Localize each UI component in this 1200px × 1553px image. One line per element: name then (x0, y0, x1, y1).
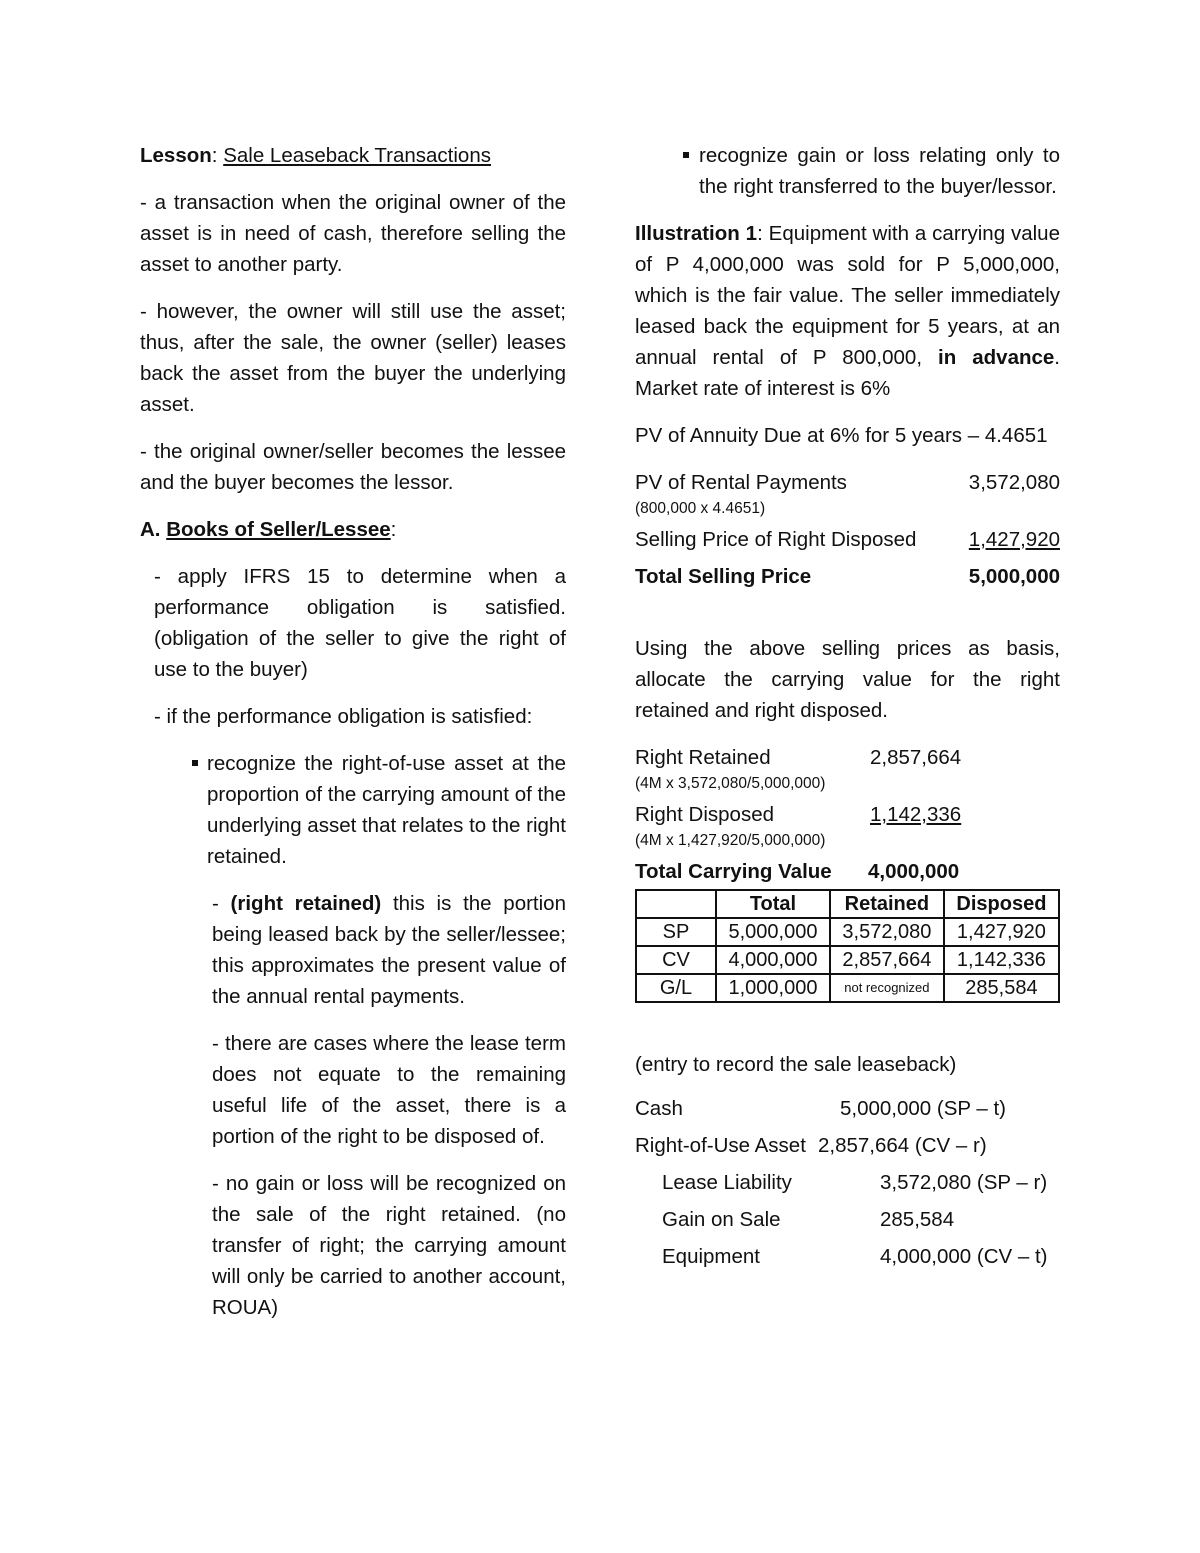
sub-right-retained: - (right retained) this is the portion being leased back by the seller/lessee; this approximates the present value of the annual rental payments. (212, 892, 566, 1008)
pv-rental-value: 3,572,080 (968, 471, 1060, 494)
bullet-text: recognize the right-of-use asset at the proportion of the carrying amount of the underlying asset that relates to the right retained. (207, 752, 566, 868)
illustration-label: Illustration 1 (635, 222, 758, 245)
table-cell: 1,000,000 (716, 974, 830, 1002)
table-cell: 3,572,080 (830, 918, 944, 946)
lesson-heading: Lesson: Sale Leaseback Transactions (140, 144, 491, 167)
disposed-value: 1,142,336 (870, 803, 962, 826)
total-cv-label: Total Carrying Value (635, 860, 832, 883)
square-bullet-icon (192, 760, 198, 766)
journal-entry-credit (635, 1241, 1060, 1272)
total-sp-label: Total Selling Price (635, 565, 812, 588)
pv-rental-row (635, 467, 1060, 498)
journal-entry-debit (635, 1093, 1060, 1124)
illustration-end: . Market rate of interest is 6% (635, 346, 1060, 400)
table-header-cell: Total (716, 890, 830, 918)
right-column (635, 140, 1060, 1272)
retained-label: Right Retained (635, 746, 771, 769)
total-cv-value: 4,000,000 (868, 860, 960, 883)
entry-amount: 3,572,080 (SP – r) (880, 1171, 1048, 1194)
illustration-paragraph (635, 218, 1060, 404)
table-row (636, 918, 1059, 946)
right-retained-text: this is the portion being leased back by the seller/lessee; this approximates the present value of the annual rental payments. (212, 892, 566, 1008)
pv-rental-note: (800,000 x 4.4651) (635, 500, 766, 517)
allocation-table (635, 889, 1060, 1003)
pv-rental-label: PV of Rental Payments (635, 471, 847, 494)
paragraph-obligation-satisfied: - if the performance obligation is satisfied: (154, 705, 533, 728)
paragraph-owner-use: - however, the owner will still use the asset; thus, after the sale, the owner (seller) leases back the asset from the buyer the underlying asset. (140, 300, 566, 416)
entry-amount: 4,000,000 (CV – t) (880, 1245, 1048, 1268)
retained-value: 2,857,664 (870, 746, 962, 769)
table-cell: 285,584 (944, 974, 1059, 1002)
section-a-title: Books of Seller/Lessee (166, 518, 391, 541)
entry-account: Equipment (662, 1245, 761, 1268)
entry-amount: 5,000,000 (SP – t) (840, 1097, 1007, 1120)
table-cell: CV (636, 946, 716, 974)
right-retained-bold: (right retained) (230, 892, 382, 915)
sub-no-gain-loss: - no gain or loss will be recognized on the sale of the right retained. (no transfer of right; the carrying amount will only be carried to another account, ROUA) (212, 1172, 566, 1319)
bullet-recognize-gain (633, 140, 1060, 202)
bullet-recognize-roua (140, 748, 566, 872)
paragraph-definition: - a transaction when the original owner of the asset is in need of cash, therefore selling the asset to another party. (140, 191, 566, 276)
total-sp-row (635, 561, 1060, 592)
entry-account: Right-of-Use Asset (635, 1134, 806, 1157)
table-cell: 4,000,000 (716, 946, 830, 974)
entry-account: Gain on Sale (662, 1208, 781, 1231)
table-header-cell: Retained (830, 890, 944, 918)
lesson-label: Lesson (140, 144, 212, 167)
table-header-cell: Disposed (944, 890, 1059, 918)
journal-entry-credit (635, 1167, 1060, 1198)
sp-disposed-row (635, 524, 1060, 555)
table-cell: 2,857,664 (830, 946, 944, 974)
table-row (636, 946, 1059, 974)
pv-annuity-line: PV of Annuity Due at 6% for 5 years – 4.4651 (635, 424, 1048, 447)
sp-disposed-label: Selling Price of Right Disposed (635, 528, 917, 551)
allocate-paragraph: Using the above selling prices as basis, allocate the carrying value for the right retained and right disposed. (635, 637, 1060, 722)
disposed-row (635, 799, 1060, 830)
square-bullet-icon (683, 152, 689, 158)
table-cell: 1,427,920 (944, 918, 1059, 946)
retained-note: (4M x 3,572,080/5,000,000) (635, 775, 826, 792)
total-cv-row (635, 856, 1060, 887)
journal-entry-credit (635, 1204, 1060, 1235)
total-sp-value: 5,000,000 (968, 565, 1060, 588)
sub-lease-term: - there are cases where the lease term does not equate to the remaining useful life of the asset, there is a portion of the right to be disposed of. (212, 1032, 566, 1148)
section-a-heading: A. Books of Seller/Lessee: (140, 518, 397, 541)
entry-account: Cash (635, 1097, 683, 1120)
table-cell: SP (636, 918, 716, 946)
table-cell: 1,142,336 (944, 946, 1059, 974)
lesson-title: Sale Leaseback Transactions (223, 144, 491, 167)
disposed-label: Right Disposed (635, 803, 775, 826)
entry-account: Lease Liability (662, 1171, 792, 1194)
table-cell: 5,000,000 (716, 918, 830, 946)
table-row (636, 974, 1059, 1002)
paragraph-roles: - the original owner/seller becomes the lessee and the buyer becomes the lessor. (140, 440, 566, 494)
paragraph-ifrs15: - apply IFRS 15 to determine when a performance obligation is satisfied. (obligation of the seller to give the right of use to the buyer) (154, 565, 566, 681)
table-cell: G/L (636, 974, 716, 1002)
entry-amount: 285,584 (880, 1208, 955, 1231)
entry-caption: (entry to record the sale leaseback) (635, 1053, 957, 1076)
table-header-cell (636, 890, 716, 918)
retained-row (635, 742, 1060, 773)
journal-entry-debit (635, 1130, 1060, 1161)
in-advance-bold: in advance (938, 346, 1055, 369)
left-column (140, 140, 566, 1339)
illustration-text: : Equipment with a carrying value of P 4,000,000 was sold for P 5,000,000, which is the fair value. The seller immediately leased back the equipment for 5 years, at an annual rental of P 800,000, (635, 222, 1060, 369)
entry-amount: 2,857,664 (CV – r) (818, 1134, 987, 1157)
section-a-prefix: A. (140, 518, 161, 541)
disposed-note: (4M x 1,427,920/5,000,000) (635, 832, 826, 849)
table-cell: not recognized (830, 974, 944, 1002)
bullet-text: recognize gain or loss relating only to the right transferred to the buyer/lessor. (699, 144, 1060, 198)
table-header-row (636, 890, 1059, 918)
sp-disposed-value: 1,427,920 (968, 528, 1060, 551)
